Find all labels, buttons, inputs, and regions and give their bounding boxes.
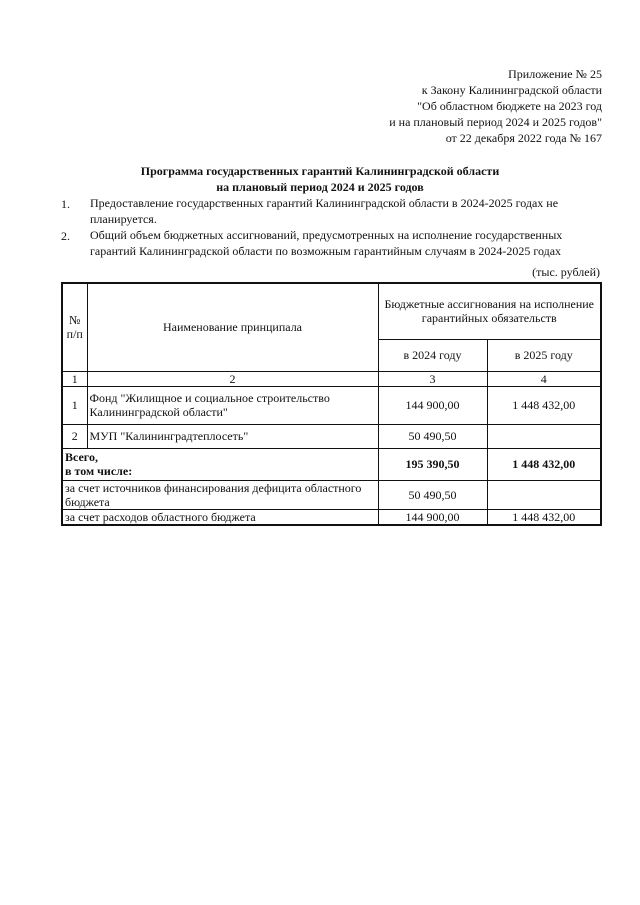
- source-2024: 144 900,00: [378, 509, 487, 525]
- source-row: [62, 509, 601, 525]
- appendix-line: от 22 декабря 2022 года № 167: [445, 131, 602, 145]
- appendix-line: "Об областном бюджете на 2023 год: [417, 99, 602, 113]
- row-2025: [487, 424, 601, 448]
- total-label-line-2: в том числе:: [65, 464, 133, 478]
- header-num: № п/п: [62, 283, 87, 371]
- source-name: за счет источников финансирования дефицита областного бюджета: [62, 480, 378, 509]
- units-label: (тыс. рублей): [532, 265, 600, 279]
- total-2024: 195 390,50: [378, 448, 487, 480]
- row-principal: МУП "Калининградтеплосеть": [87, 424, 378, 448]
- document-title: [0, 163, 640, 195]
- row-2025: 1 448 432,00: [487, 386, 601, 424]
- title-line-1: Программа государственных гарантий Калининградской области: [140, 164, 500, 178]
- total-row: [62, 448, 601, 480]
- list-item-text: Общий объем бюджетных ассигнований, предусмотренных на исполнение государственных гарантий Калининградской области по возможным гарантийным случаям в 2024-2025 годах: [90, 228, 563, 258]
- column-number: 3: [378, 371, 487, 386]
- header-budget: Бюджетные ассигнования на исполнение гарантийных обязательств: [378, 283, 601, 339]
- column-number: 1: [62, 371, 87, 386]
- header-principal: Наименование принципала: [87, 283, 378, 371]
- source-name: за счет расходов областного бюджета: [62, 509, 378, 525]
- row-principal: Фонд "Жилищное и социальное строительство Калининградской области": [87, 386, 378, 424]
- table-row: [62, 424, 601, 448]
- list-item-text: Предоставление государственных гарантий Калининградской области в 2024-2025 годах не планируется.: [90, 196, 559, 226]
- row-num: 2: [62, 424, 87, 448]
- appendix-line: Приложение № 25: [508, 67, 602, 81]
- column-number: 2: [87, 371, 378, 386]
- list-item: [61, 196, 601, 227]
- row-2024: 50 490,50: [378, 424, 487, 448]
- table-row: [62, 386, 601, 424]
- source-2025: [487, 480, 601, 509]
- header-2024: в 2024 году: [378, 339, 487, 371]
- row-num: 1: [62, 386, 87, 424]
- title-line-2: на плановый период 2024 и 2025 годов: [216, 180, 424, 194]
- total-label-line-1: Всего,: [65, 450, 98, 464]
- appendix-header: [272, 66, 602, 146]
- list-item-number: 1.: [61, 197, 70, 211]
- column-number: 4: [487, 371, 601, 386]
- row-2024: 144 900,00: [378, 386, 487, 424]
- appendix-line: и на плановый период 2024 и 2025 годов": [389, 115, 602, 129]
- source-row: [62, 480, 601, 509]
- header-2025: в 2025 году: [487, 339, 601, 371]
- source-2024: 50 490,50: [378, 480, 487, 509]
- list-item-number: 2.: [61, 229, 70, 243]
- total-2025: 1 448 432,00: [487, 448, 601, 480]
- guarantees-table: [61, 282, 602, 526]
- appendix-line: к Закону Калининградской области: [421, 83, 602, 97]
- list-item: [61, 228, 601, 259]
- source-2025: 1 448 432,00: [487, 509, 601, 525]
- numbered-list: [61, 196, 601, 260]
- total-label: [62, 448, 378, 480]
